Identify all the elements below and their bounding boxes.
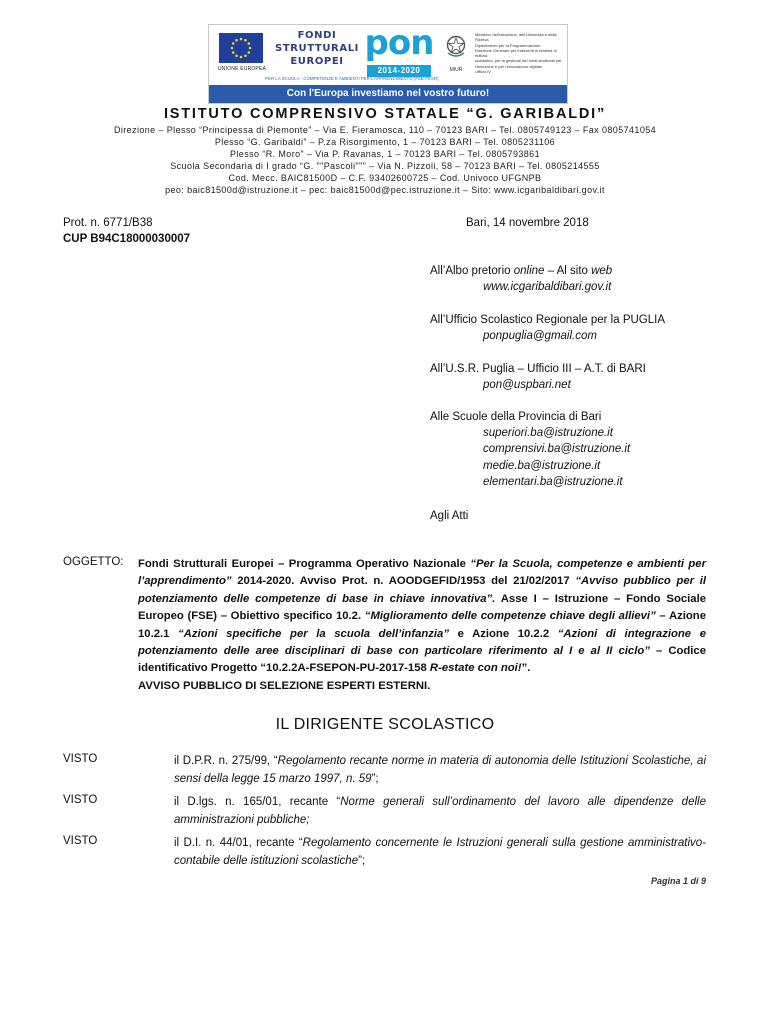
oggetto-part: – Azione 10.2.1 — [138, 610, 706, 640]
recipient-text: web — [591, 265, 613, 277]
visto-text — [174, 752, 706, 788]
oggetto-part: 2014-2020. Avviso Prot. n. AOODGEFID/1953 del 21/02/2017 — [231, 575, 576, 588]
banner-logos — [209, 25, 567, 85]
oggetto-part: Fondi Strutturali Europei – Programma Operativo Nazionale — [138, 558, 471, 570]
recipient-text: online — [513, 265, 545, 277]
letterhead-line: Direzione – Plesso “Principessa di Piemonte” – Via E. Fieramosca, 110 – 70123 BARI – Tel. 0805749123 – Fax 0805741054 — [113, 125, 657, 135]
fondi-line: FONDI — [297, 30, 337, 41]
recipient-email[interactable]: medie.ba@istruzione.it — [483, 460, 601, 472]
recipient-email[interactable]: elementari.ba@istruzione.it — [483, 476, 623, 488]
recipient-usr: All’Ufficio Scolastico Regionale per la PUGLIA — [430, 314, 666, 326]
recipient-email[interactable]: ponpuglia@gmail.com — [483, 330, 597, 342]
ministry-text — [475, 32, 563, 74]
banner-stripe: PER LA SCUOLA - COMPETENZE E AMBIENTI PER L'APPRENDIMENTO (FSE-FESR) — [265, 76, 439, 81]
visto-plain: il D.I. n. 44/01, recante “ — [174, 837, 303, 849]
visto-label: VISTO — [63, 753, 98, 765]
document-date: Bari, 14 novembre 2018 — [466, 217, 589, 229]
oggetto-text — [138, 556, 706, 695]
header-banner — [208, 24, 568, 104]
recipient-albo — [430, 263, 612, 279]
oggetto-part: “Avviso pubblico per il potenziamento delle competenze di base in chiave innovativa”. — [138, 575, 707, 605]
recipient-email[interactable]: comprensivi.ba@istruzione.it — [483, 443, 631, 455]
visto-italic: Regolamento concernente le Istruzioni generali sulla gestione amministrativo-contabile delle istituzioni scolastiche — [174, 837, 706, 867]
fondi-strutturali-logo — [275, 29, 359, 68]
visto-text — [174, 793, 706, 829]
ministry-line: l'istruzione e per l'innovazione digitale — [475, 63, 542, 69]
oggetto-label: OGGETTO: — [63, 556, 124, 568]
recipient-atti: Agli Atti — [430, 510, 469, 522]
protocol-number: Prot. n. 6771/B38 — [63, 217, 153, 229]
letterhead-line: Plesso “R. Moro” – Via P. Ravanas, 1 – 70123 BARI – Tel. 0805793861 — [230, 149, 540, 159]
oggetto-part: “Miglioramento delle competenze chiave degli allievi” — [364, 610, 656, 623]
oggetto-part: e Azione 10.2.2 — [448, 627, 558, 640]
eu-label: UNIONE EUROPEA — [217, 66, 267, 72]
page-number: Pagina 1 di 9 — [650, 876, 706, 886]
oggetto-part: Asse I – Istruzione – Fondo Sociale Europeo (FSE) – Obiettivo specifico 10.2. — [138, 592, 706, 623]
oggetto-part: – Codice identificativo Progetto “10.2.2A-FSEPON-PU-2017-158 — [138, 645, 706, 675]
pon-wordmark: pon — [364, 23, 434, 63]
ministry-line: scolastica, per la gestione dei fondi strutturali per — [475, 58, 562, 64]
visto-label: VISTO — [63, 835, 98, 847]
oggetto-part: R-estate con noi! — [429, 662, 522, 675]
visto-text — [174, 834, 706, 870]
visto-label: VISTO — [63, 794, 98, 806]
letterhead-line: Scuola Secondaria di I grado “G. ""Pascoli""” – Via N. Pizzoli, 58 – 70123 BARI – Tel. 0805214555 — [170, 161, 600, 171]
recipient-email[interactable]: superiori.ba@istruzione.it — [483, 427, 613, 439]
recipient-text: – Al sito — [544, 265, 592, 277]
section-heading: IL DIRIGENTE SCOLASTICO — [275, 716, 495, 733]
fondi-line: EUROPEI — [290, 56, 344, 67]
italian-republic-emblem-icon — [445, 33, 467, 59]
fondi-line: STRUTTURALI — [275, 43, 359, 54]
oggetto-part: “Per la Scuola, competenze e ambienti per l’apprendimento” — [138, 558, 706, 588]
recipient-usp: All’U.S.R. Puglia – Ufficio III – A.T. di BARI — [430, 363, 646, 375]
ministry-line: Dipartimento per la Programmazione — [475, 42, 541, 48]
recipient-scuole: Alle Scuole della Provincia di Bari — [430, 411, 602, 423]
visto-plain: il D.lgs. n. 165/01, recante “ — [174, 796, 341, 808]
slogan-bar: Con l'Europa investiamo nel vostro futuro! — [209, 85, 567, 103]
site-url[interactable]: www.icgaribaldibari.gov.it — [483, 281, 612, 293]
cup-code: CUP B94C18000030007 — [63, 233, 191, 245]
letterhead-line: Plesso “G. Garibaldi” – P.za Risorgimento, 1 – 70123 BARI – Tel. 0805231106 — [214, 137, 556, 147]
eu-flag-icon — [219, 33, 263, 63]
oggetto-part: “Azioni specifiche per la scuola dell’infanzia” — [178, 627, 449, 640]
visto-italic: Regolamento recante norme in materia di autonomia delle Istituzioni Scolastiche, ai sensi della legge 15 marzo 1997, n. 59 — [174, 755, 707, 785]
oggetto-part: “Azioni di integrazione e potenziamento delle aree disciplinari di base con particolare riferimento al I e al II ciclo” — [138, 627, 706, 658]
avviso-title: AVVISO PUBBLICO DI SELEZIONE ESPERTI ESTERNI. — [138, 679, 431, 692]
miur-label: MIUR — [449, 67, 463, 73]
visto-plain: il D.P.R. n. 275/99, “ — [174, 755, 278, 767]
pon-logo — [361, 23, 437, 77]
oggetto-part: ”. — [521, 662, 531, 675]
letterhead-line: peo: baic81500d@istruzione.it – pec: baic81500d@pec.istruzione.it – Sito: www.icgaribaldibari.gov.it — [165, 185, 605, 195]
visto-end: ”; — [371, 773, 379, 785]
recipient-text: All’Albo pretorio — [430, 265, 514, 277]
ministry-line: Ministero dell'Istruzione, dell'Università e della Ricerca — [475, 32, 557, 43]
visto-end: ”; — [358, 855, 366, 867]
institute-name: ISTITUTO COMPRENSIVO STATALE “G. GARIBALDI” — [163, 106, 607, 122]
ministry-line: Ufficio IV — [475, 69, 491, 75]
visto-italic: Norme generali sull’ordinamento del lavoro alle dipendenze delle amministrazioni pubbliche; — [174, 796, 706, 826]
recipient-email[interactable]: pon@uspbari.net — [483, 379, 571, 391]
ministry-line: Direzione Generale per interventi in materia di edilizia — [475, 47, 557, 59]
pon-years: 2014-2020 — [367, 65, 431, 77]
letterhead-line: Cod. Mecc. BAIC81500D – C.F. 93402600725 – Cod. Univoco UFGNPB — [228, 173, 542, 183]
